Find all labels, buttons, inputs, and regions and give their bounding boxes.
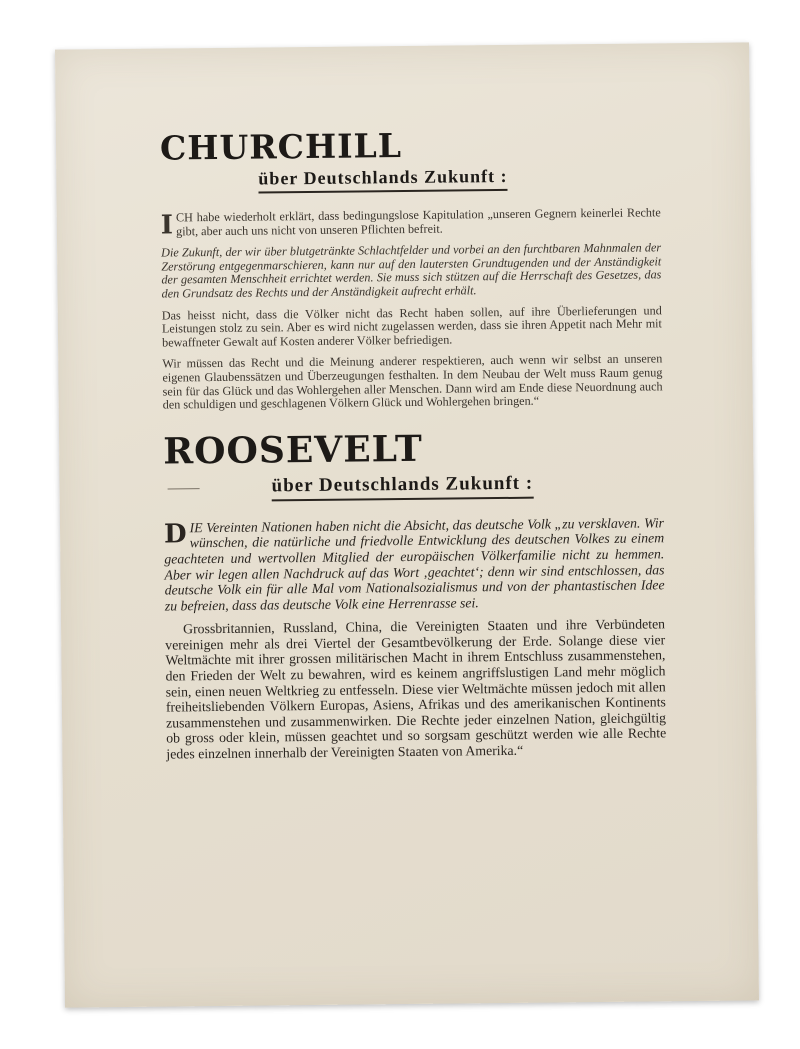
roosevelt-paragraph-1	[164, 515, 665, 614]
churchill-section	[160, 123, 663, 412]
churchill-heading: CHURCHILL	[159, 126, 403, 168]
roosevelt-subheading-row	[163, 467, 663, 506]
churchill-paragraph-2: Die Zukunft, der wir über blutgetränkte Schlachtfelder und vorbei an den furchtbaren Mahnmalen der Zerstörung entgegenmarschieren, kann nur auf den lautersten Grundtugenden und der Anständigkeit der gesamten Menschheit errichtet werden. Sie muss sich stützen auf die Herrschaft des Gesetzes, das den Grundsatz des Rechts und der Anständigkeit aufrecht erhält.	[161, 240, 662, 301]
roosevelt-heading: ROOSEVELT	[162, 427, 424, 473]
leaflet-content	[160, 123, 667, 770]
churchill-paragraph-3: Das heisst nicht, dass die Völker nicht das Recht haben sollen, auf ihre Überlieferungen und Leistungen stolz zu sein. Aber es wird nicht zugelassen werden, dass sie ihren Appetit nach Mehr mit bewaffneter Gewalt auf Kosten anderer Völker befriedigen.	[161, 302, 662, 350]
churchill-dropcap: I	[160, 210, 174, 241]
roosevelt-paragraph-1-text: IE Vereinten Nationen haben nicht die Absicht, das deutsche Volk „zu versklaven. Wir wünschen, die natürliche und friedvolle Entwicklung des deutschen Volkes zu einem geachteten und wertvollen Mitglied der europäischen Völkerfamilie nicht zu hemmen. Aber wir legen allen Nachdruck auf das Wort ‚geachtet‘; denn wir sind entschlossen, das deutsche Volk ein für alle Mal vom Nationalsozialismus und von der phantastischen Idee zu befreien, dass das deutsche Volk eine Herrenrasse sei.	[164, 515, 665, 614]
roosevelt-dropcap: D	[163, 519, 187, 550]
churchill-paragraph-1-text: CH habe wiederholt erklärt, dass bedingungslose Kapitulation „unseren Gegnern keinerlei Rechte gibt, aber auch uns nicht von unseren Pflichten befreit.	[175, 205, 661, 238]
roosevelt-subheading: über Deutschlands Zukunft :	[271, 472, 533, 501]
leaflet-sheet	[55, 42, 759, 1007]
decorative-dash	[168, 488, 200, 489]
churchill-paragraph-4: Wir müssen das Recht und die Meinung anderer respektieren, auch wenn wir selbst an unseren eigenen Glaubenssätzen und Überzeugungen festhalten. In dem Neubau der Welt muss Raum genug sein für das Glück und das Wohlergehen aller Menschen. Dann wird am Ende diese Neuordnung auch den schuldigen und geschlagenen Völkern Glück und Wohlergehen bringen.“	[162, 351, 663, 412]
churchill-subheading: über Deutschlands Zukunft :	[258, 166, 507, 194]
churchill-subheading-row	[160, 162, 660, 197]
churchill-paragraph-1	[160, 205, 661, 241]
roosevelt-paragraph-2: Grossbritannien, Russland, China, die Vereinigten Staaten und ihre Verbündeten vereinigen mehr als drei Viertel der Gesamtbevölkerung der Erde. Solange diese vier Weltmächte mit ihrer grossen militärischen Macht in ihrem Entschluss zusammenstehen, den Frieden der Welt zu bewahren, wird es keinem angriffslustigen Land mehr möglich sein, einen neuen Weltkrieg zu entfesseln. Diese vier Weltmächte müssen jedoch mit allen freiheitsliebenden Völkern Europas, Asiens, Afrikas und des amerikanischen Kontinents zusammenstehen und zusammenwirken. Die Rechte jeder einzelnen Nation, gleichgültig ob gross oder klein, müssen geachtet und so sorgsam geschützt werden wie alle Rechte jedes einzelnen innerhalb der Vereinigten Staaten von Amerika.“	[165, 616, 667, 762]
roosevelt-section	[163, 425, 666, 762]
